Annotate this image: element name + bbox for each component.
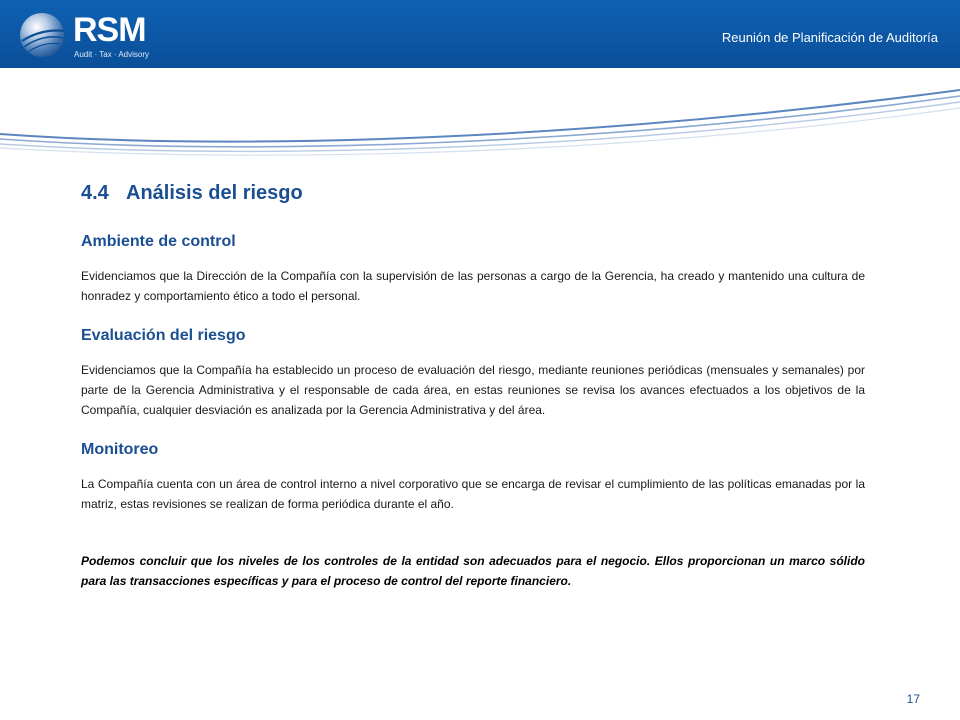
subsection-heading-control-environment: Ambiente de control	[81, 233, 236, 250]
subsection-body-control-environment: Evidenciamos que la Dirección de la Compañía con la supervisión de las personas a cargo de la Gerencia, ha creado y mantenido una cultura de honradez y comportamiento ético a todo el personal.	[81, 269, 865, 303]
globe-icon	[18, 11, 66, 59]
subsection-body-monitoring: La Compañía cuenta con un área de control interno a nivel corporativo que se encarga de revisar el cumplimiento de las políticas emanadas por la matriz, estas revisiones se realizan de forma periódica durante el año.	[81, 477, 865, 511]
main-content	[81, 180, 865, 591]
subsection-heading-monitoring: Monitoreo	[81, 441, 159, 458]
conclusion-text: Podemos concluir que los niveles de los controles de la entidad son adecuados para el negocio. Ellos proporcionan un marco sólido para las transacciones específicas y para el proceso de control del reporte financiero.	[81, 554, 865, 588]
logo-wordmark: RSM	[73, 11, 146, 49]
section-number: 4.4	[81, 182, 109, 204]
section-title	[81, 180, 865, 206]
subsection-heading-risk-assessment: Evaluación del riesgo	[81, 327, 246, 344]
subsection-body-risk-assessment: Evidenciamos que la Compañía ha establecido un proceso de evaluación del riesgo, mediante reuniones periódicas (mensuales y semanales) por parte de la Gerencia Administrativa y el responsable de cada área, en estas reuniones se revisa los avances efectuados a los objetivos de la Compañía, cualquier desviación es analizada por la Gerencia Administrativa y del área.	[81, 363, 865, 417]
rsm-logo	[18, 9, 158, 63]
decorative-swoosh	[0, 78, 960, 168]
section-title-text: Análisis del riesgo	[126, 182, 303, 204]
page-number: 17	[906, 692, 920, 706]
header-title: Reunión de Planificación de Auditoría	[721, 30, 938, 45]
header-bar	[0, 0, 960, 68]
logo-tagline: Audit · Tax · Advisory	[74, 50, 149, 59]
